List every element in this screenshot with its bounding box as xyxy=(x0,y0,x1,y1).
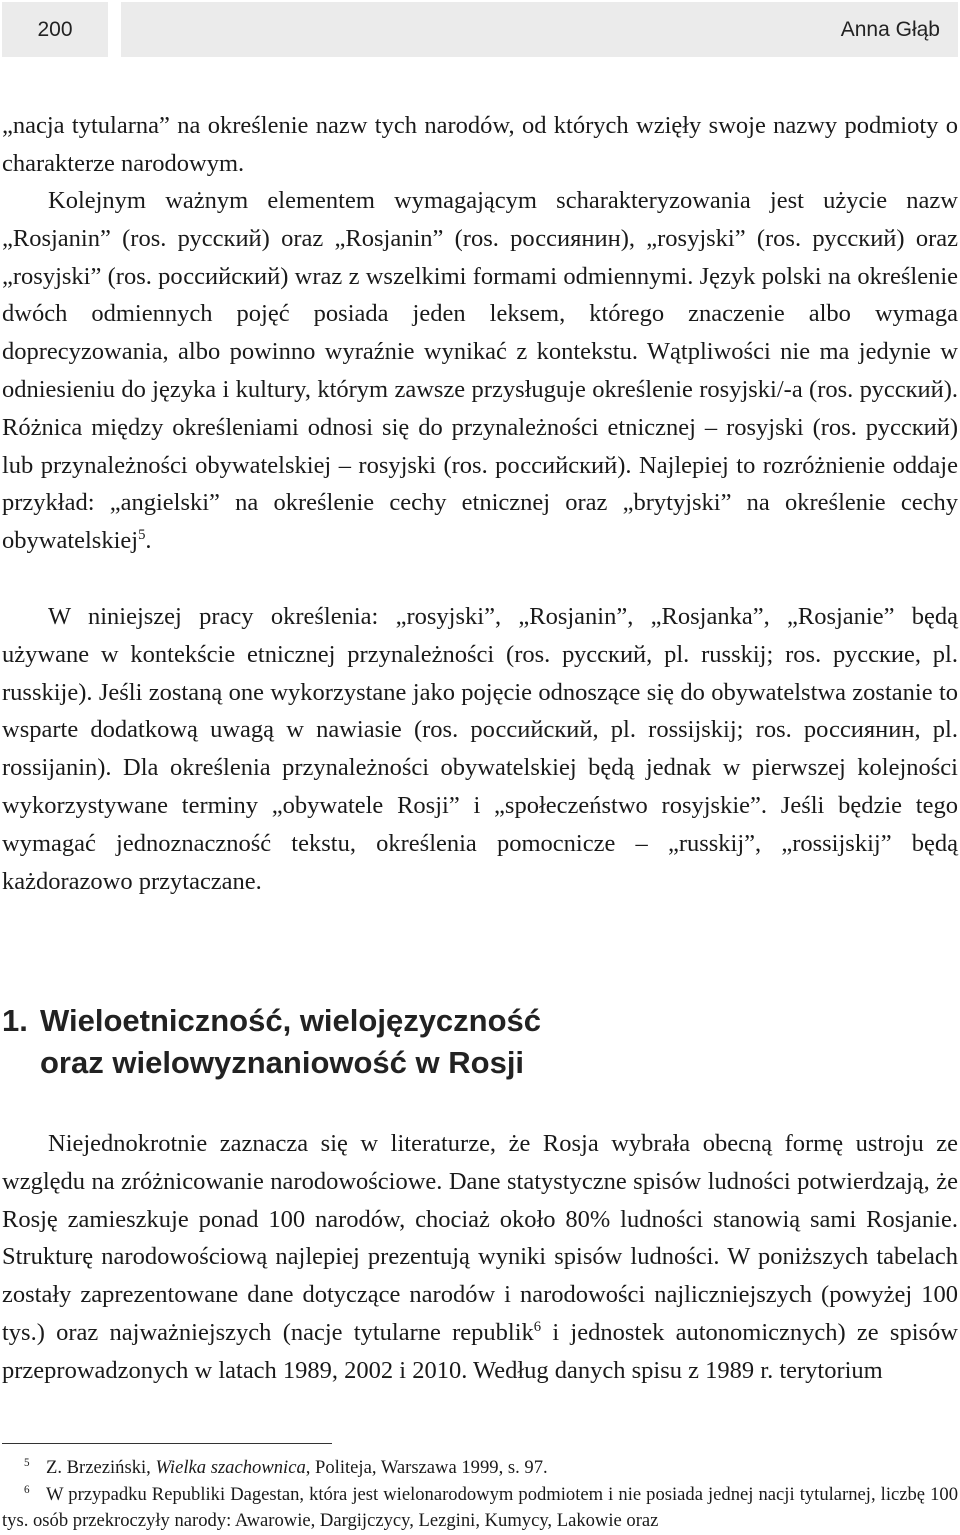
footnote-5-number: 5 xyxy=(24,1456,30,1469)
footnote-5-title: Wielka szachownica xyxy=(155,1457,306,1478)
author-name: Anna Głąb xyxy=(840,17,940,41)
footnote-ref-5[interactable]: 5 xyxy=(138,527,146,544)
footnote-5-after: , Politeja, Warszawa 1999, s. 97. xyxy=(305,1457,548,1478)
paragraph-4-text xyxy=(2,1125,958,1390)
footnote-5 xyxy=(2,1455,958,1482)
section-title-line1: Wieloetniczność, wielojęzyczność xyxy=(40,1003,542,1038)
paragraph-2-end: . xyxy=(145,527,152,555)
footnote-6-text: W przypadku Republiki Dagestan, która jest wielonarodowym podmiotem i nie posiada jednej nacji tytularnej, liczbę 100 tys. osób przekroczyły narody: Awarowie, Dargijczycy, Lezgini, Kumycy, Lakowie oraz xyxy=(2,1483,958,1531)
paragraph-2-body: Kolejnym ważnym elementem wymagającym scharakteryzowania jest użycie nazw „Rosjanin” (ros. русский) oraz „Rosjanin” (ros. россиянин), „rosyjski” (ros. русский) oraz „rosyjski” (ros. российский) wraz z wszelkimi formami odmiennymi. Język polski na określenie dwóch odmiennych pojęć posiada jeden leksem, którego znaczenie albo wymaga doprecyzowania, albo powinno wyraźnie wynikać z kontekstu. Wątpliwości nie ma jedynie w odniesieniu do języka i kultury, którym zawsze przysługuje określenie rosyjski/-a (ros. русский). Różnica między określeniami odnosi się do przynależności etnicznej – rosyjski (ros. русский) lub przynależności obywatelskiej – rosyjski (ros. российский). Najlepiej to rozróżnienie oddaje przykład: „angielski” na określenie cechy etnicznej oraz „brytyjski” na określenie cechy obywatelskiej xyxy=(2,187,958,555)
paragraph-4 xyxy=(2,1125,958,1390)
paragraph-2-text xyxy=(2,182,958,560)
paragraph-4-body: Niejednokrotnie zaznacza się w literaturze, że Rosja wybrała obecną formę ustroju ze względu na zróżnicowanie narodowościowe. Dane statystyczne spisów ludności potwierdzają, że Rosję zamieszkuje ponad 100 narodów, chociaż około 80% ludności stanowią sami Rosjanie. Strukturę narodowościową najlepiej prezentują wyniki spisów ludności. W poniższych tabelach zostały zaprezentowane dane dotyczące narodów i narodowości najliczniejszych (powyżej 100 tys.) oraz najważniejszych (nacje tytularne republik xyxy=(2,1130,958,1346)
paragraph-3-text: W niniejszej pracy określenia: „rosyjski”, „Rosjanin”, „Rosjanka”, „Rosjanie” będą używane w kontekście etnicznej przynależności (ros. русский, pl. russkij; ros. русские, pl. russkije). Jeśli zostaną one wykorzystane jako pojęcie odnoszące się do obywatelstwa zostanie to wsparte dodatkową uwagą w nawiasie (ros. российский, pl. rossijskij; ros. россиянин, pl. rossijanin). Dla określenia przynależności obywatelskiej będą jednak w pierwszej kolejności wykorzystywane terminy „obywatele Rosji” i „społeczeństwo rosyjskie”. Jeśli będzie tego wymagać jednoznaczność tekstu, określenia pomocnicze – „russkij”, „rossijskij” będą każdorazowo przytaczane. xyxy=(2,603,958,895)
footnote-ref-6[interactable]: 6 xyxy=(533,1318,542,1335)
running-header xyxy=(0,0,960,60)
footnote-6-number: 6 xyxy=(24,1483,30,1496)
paragraph-1 xyxy=(2,107,958,183)
author-box xyxy=(121,2,958,57)
paragraph-4-end: i jednostek autonomicznych) ze spisów przeprowadzonych w latach 1989, 2002 i 2010. Według danych spisu z 1989 r. terytorium xyxy=(2,1318,958,1384)
page-number-box xyxy=(2,2,108,57)
section-number: 1. xyxy=(2,1003,28,1038)
paragraph-1-text: „nacja tytularna” na określenie nazw tych narodów, od których wzięły swoje nazwy podmioty o charakterze narodowym. xyxy=(2,112,958,177)
footnote-divider xyxy=(2,1443,332,1444)
paragraph-3 xyxy=(2,598,958,900)
footnotes xyxy=(2,1455,958,1535)
footnote-6 xyxy=(2,1482,958,1535)
section-title-line2: oraz wielowyznaniowość w Rosji xyxy=(40,1045,525,1080)
footnote-5-before: Z. Brzeziński, xyxy=(46,1457,156,1478)
page-number: 200 xyxy=(37,17,73,41)
section-heading xyxy=(2,1000,958,1084)
paragraph-2 xyxy=(2,182,958,560)
